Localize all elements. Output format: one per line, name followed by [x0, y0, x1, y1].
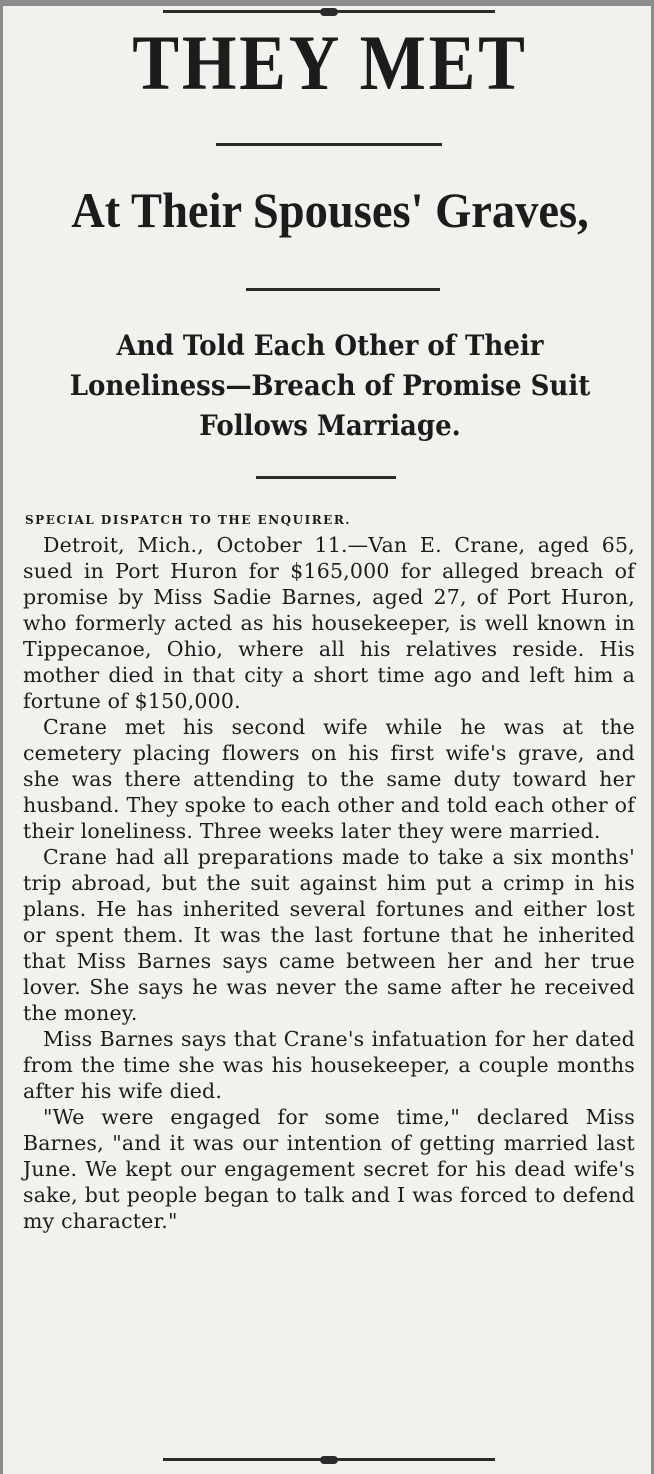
article-paragraph: "We were engaged for some time," declared Miss Barnes, "and it was our intention of getting married last June. We kept our engagement secret for his dead wife's sake, but people began to talk and I was forced to defend my character." [23, 1105, 635, 1233]
article-paragraph: Crane had all preparations made to take a six months' trip abroad, but the suit against him put a crimp in his plans. He has inherited several fortunes and either lost or spent them. It was the last fortune that he inherited that Miss Barnes says came between her and her true lover. She says he was never the same after he received the money. [23, 845, 635, 1025]
deck-rule [256, 476, 396, 479]
bottom-ornament-dot [320, 1456, 338, 1464]
deck: And Told Each Other of Their Loneliness—Breach of Promise Suit Follows Marriage. [69, 329, 591, 442]
subheadline-rule [246, 288, 440, 291]
subheadline: At Their Spouses' Graves, [71, 182, 589, 238]
article-paragraph: Detroit, Mich., October 11.—Van E. Crane, aged 65, sued in Port Huron for $165,000 for alleged breach of promise by Miss Sadie Barnes, aged 27, of Port Huron, who formerly acted as his housekeeper, is well known in Tippecanoe, Ohio, where all his relatives reside. His mother died in that city a short time ago and left him a fortune of $150,000. [23, 533, 635, 713]
article-body [23, 532, 635, 1234]
top-ornament-dot [320, 8, 338, 16]
headline: THEY MET [132, 19, 528, 106]
headline-rule [216, 143, 442, 146]
article-paragraph: Crane met his second wife while he was at the cemetery placing flowers on his first wife's grave, and she was there attending to the same duty toward her husband. They spoke to each other and told each other of their loneliness. Three weeks later they were married. [23, 715, 635, 843]
dispatch-credit: SPECIAL DISPATCH TO THE ENQUIRER. [25, 513, 351, 527]
scan-top-edge [3, 0, 654, 6]
article-paragraph: Miss Barnes says that Crane's infatuation for her dated from the time she was his housekeeper, a couple months after his wife died. [23, 1027, 635, 1103]
